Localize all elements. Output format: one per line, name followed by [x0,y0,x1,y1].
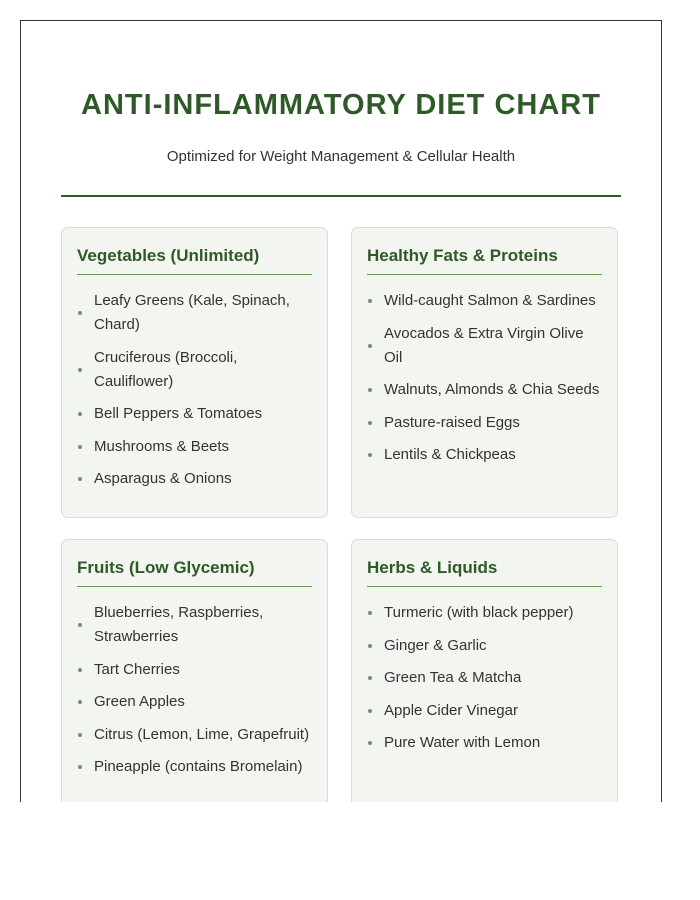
list-item-label: Tart Cherries [94,660,180,678]
bullet-icon [78,412,82,416]
list-item [77,402,312,426]
list-item [77,346,312,394]
list-item-label: Apple Cider Vinegar [384,701,518,719]
bullet-icon [368,388,372,392]
list-item-label: Asparagus & Onions [94,470,232,487]
bullet-icon [78,765,82,769]
bullet-icon [78,623,82,627]
bullet-icon [78,733,82,737]
bullet-icon [78,445,82,449]
list-item [77,601,312,649]
list-item [367,322,602,370]
bullet-icon [78,700,82,704]
list-item [367,731,602,755]
list-item-label: Avocados & Extra Virgin Olive Oil [384,324,584,366]
list-item-label: Citrus (Lemon, Lime, Grapefruit) [94,725,310,743]
bullet-icon [78,368,82,372]
page-subtitle: Optimized for Weight Management & Cellular Health [166,148,516,165]
list-item-label: Green Tea & Matcha [384,669,522,686]
list-item [77,723,312,747]
list-item-label: Pineapple (contains Bromelain) [94,758,303,775]
list-item [77,467,312,491]
list-item [77,289,312,337]
list-item-label: Bell Peppers & Tomatoes [94,405,263,422]
bullet-icon [368,344,372,348]
section-title: Herbs & Liquids [367,558,602,587]
bullet-icon [368,611,372,615]
list-item [367,378,602,402]
list-item [77,658,312,682]
list-item-label: Mushrooms & Beets [94,437,230,455]
bullet-icon [78,311,82,315]
list-item [367,634,602,658]
section-list [77,601,312,779]
section-card-vegetables [61,227,328,518]
section-card-fruits [61,539,328,802]
section-list [77,289,312,491]
list-item [367,411,602,435]
list-item-label: Leafy Greens (Kale, Spinach, Chard) [94,292,290,333]
section-title: Vegetables (Unlimited) [77,246,312,275]
section-list [367,601,602,755]
list-item [77,435,312,459]
bullet-icon [368,421,372,425]
section-card-fats-proteins [351,227,618,518]
page-title: ANTI-INFLAMMATORY DIET CHART [81,89,601,121]
list-item-label: Pasture-raised Eggs [384,413,520,431]
bullet-icon [368,299,372,303]
section-list [367,289,602,467]
list-item-label: Ginger & Garlic [384,636,487,654]
list-item [367,601,602,625]
list-item [367,289,602,313]
bullet-icon [368,741,372,745]
bullet-icon [368,453,372,457]
list-item [367,443,602,467]
bullet-icon [78,477,82,481]
list-item-label: Walnuts, Almonds & Chia Seeds [384,381,600,398]
bullet-icon [368,644,372,648]
bullet-icon [368,709,372,713]
list-item [367,666,602,690]
list-item-label: Wild-caught Salmon & Sardines [384,292,596,309]
list-item-label: Cruciferous (Broccoli, Cauliflower) [94,348,238,390]
list-item [77,690,312,714]
section-title: Healthy Fats & Proteins [367,246,602,275]
bullet-icon [368,676,372,680]
section-title: Fruits (Low Glycemic) [77,558,312,587]
list-item-label: Blueberries, Raspberries, Strawberries [94,604,264,645]
list-item-label: Turmeric (with black pepper) [384,604,574,621]
header-divider [61,195,621,197]
list-item-label: Pure Water with Lemon [384,734,541,751]
list-item [77,755,312,779]
bullet-icon [78,668,82,672]
list-item-label: Green Apples [94,693,185,710]
section-card-herbs-liquids [351,539,618,802]
list-item [367,699,602,723]
diet-chart-page [20,20,662,802]
list-item-label: Lentils & Chickpeas [384,446,516,463]
